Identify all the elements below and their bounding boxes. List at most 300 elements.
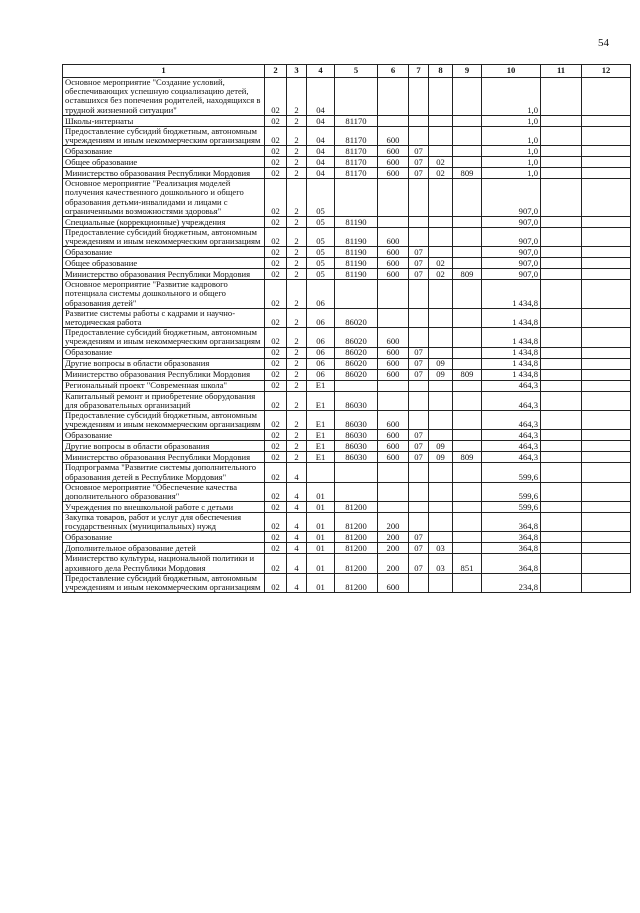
col12-cell: [582, 502, 631, 513]
gp-cell: 02: [265, 146, 287, 157]
column-header: 3: [287, 65, 307, 78]
sp-cell: 2: [287, 430, 307, 441]
col11-cell: [541, 227, 582, 246]
table-row: [63, 573, 631, 592]
grbs-cell: [453, 532, 482, 543]
om-cell: 01: [307, 554, 335, 573]
grbs-cell: [453, 179, 482, 217]
table-row: [63, 380, 631, 391]
subsection-cell: [429, 146, 453, 157]
name-cell: Основное мероприятие "Обеспечение качества дополнительного образования": [63, 482, 265, 501]
name-cell: Министерство образования Республики Мордовия: [63, 452, 265, 463]
col12-cell: [582, 532, 631, 543]
col12-cell: [582, 513, 631, 532]
amount-cell: 599,6: [482, 463, 541, 482]
name-cell: Предоставление субсидий бюджетным, автономным учреждениям и иным некоммерческим организациям: [63, 227, 265, 246]
section-cell: [409, 482, 429, 501]
om-cell: E1: [307, 380, 335, 391]
subsection-cell: [429, 115, 453, 126]
sp-cell: 2: [287, 115, 307, 126]
table-row: [63, 157, 631, 168]
col11-cell: [541, 463, 582, 482]
col11-cell: [541, 452, 582, 463]
section-cell: [409, 513, 429, 532]
target-cell: 86030: [335, 441, 378, 452]
column-header: 10: [482, 65, 541, 78]
col12-cell: [582, 247, 631, 258]
vr-cell: 600: [378, 157, 409, 168]
om-cell: 04: [307, 115, 335, 126]
subsection-cell: 02: [429, 269, 453, 280]
amount-cell: 364,8: [482, 554, 541, 573]
amount-cell: 599,6: [482, 482, 541, 501]
table-row: [63, 391, 631, 410]
amount-cell: 464,3: [482, 380, 541, 391]
target-cell: 86030: [335, 430, 378, 441]
om-cell: 05: [307, 216, 335, 227]
column-header: 4: [307, 65, 335, 78]
section-cell: [409, 126, 429, 145]
grbs-cell: [453, 126, 482, 145]
target-cell: 81170: [335, 157, 378, 168]
target-cell: 81200: [335, 502, 378, 513]
col11-cell: [541, 78, 582, 116]
col12-cell: [582, 258, 631, 269]
grbs-cell: [453, 78, 482, 116]
section-cell: 07: [409, 157, 429, 168]
sp-cell: 2: [287, 441, 307, 452]
col12-cell: [582, 280, 631, 309]
om-cell: E1: [307, 391, 335, 410]
om-cell: [307, 463, 335, 482]
col12-cell: [582, 308, 631, 327]
gp-cell: 02: [265, 573, 287, 592]
section-cell: [409, 78, 429, 116]
name-cell: Предоставление субсидий бюджетным, автономным учреждениям и иным некоммерческим организациям: [63, 573, 265, 592]
table-row: [63, 482, 631, 501]
table-row: [63, 168, 631, 179]
col11-cell: [541, 168, 582, 179]
gp-cell: 02: [265, 369, 287, 380]
subsection-cell: [429, 280, 453, 309]
target-cell: 81190: [335, 227, 378, 246]
table-row: [63, 126, 631, 145]
col12-cell: [582, 157, 631, 168]
col11-cell: [541, 482, 582, 501]
target-cell: 81190: [335, 247, 378, 258]
gp-cell: 02: [265, 168, 287, 179]
name-cell: Предоставление субсидий бюджетным, автономным учреждениям и иным некоммерческим организациям: [63, 410, 265, 429]
grbs-cell: [453, 543, 482, 554]
amount-cell: 1,0: [482, 115, 541, 126]
subsection-cell: 09: [429, 441, 453, 452]
budget-table: [62, 64, 631, 593]
amount-cell: 464,3: [482, 430, 541, 441]
gp-cell: 02: [265, 482, 287, 501]
om-cell: 05: [307, 247, 335, 258]
column-header: 2: [265, 65, 287, 78]
grbs-cell: [453, 391, 482, 410]
subsection-cell: [429, 410, 453, 429]
grbs-cell: [453, 115, 482, 126]
column-header: 8: [429, 65, 453, 78]
amount-cell: 234,8: [482, 573, 541, 592]
grbs-cell: 851: [453, 554, 482, 573]
col11-cell: [541, 410, 582, 429]
gp-cell: 02: [265, 452, 287, 463]
col12-cell: [582, 78, 631, 116]
col12-cell: [582, 441, 631, 452]
om-cell: 01: [307, 532, 335, 543]
column-header: 11: [541, 65, 582, 78]
name-cell: Дополнительное образование детей: [63, 543, 265, 554]
vr-cell: 600: [378, 573, 409, 592]
target-cell: 86020: [335, 358, 378, 369]
col12-cell: [582, 168, 631, 179]
table-row: [63, 463, 631, 482]
col12-cell: [582, 554, 631, 573]
table-row: [63, 369, 631, 380]
om-cell: 04: [307, 157, 335, 168]
col12-cell: [582, 410, 631, 429]
sp-cell: 4: [287, 554, 307, 573]
table-row: [63, 280, 631, 309]
subsection-cell: 03: [429, 554, 453, 573]
sp-cell: 4: [287, 532, 307, 543]
vr-cell: 200: [378, 543, 409, 554]
col11-cell: [541, 391, 582, 410]
om-cell: 04: [307, 126, 335, 145]
gp-cell: 02: [265, 532, 287, 543]
gp-cell: 02: [265, 441, 287, 452]
table-row: [63, 216, 631, 227]
grbs-cell: 809: [453, 452, 482, 463]
target-cell: 86030: [335, 410, 378, 429]
sp-cell: 2: [287, 269, 307, 280]
grbs-cell: [453, 347, 482, 358]
col12-cell: [582, 216, 631, 227]
sp-cell: 2: [287, 126, 307, 145]
target-cell: 81190: [335, 258, 378, 269]
name-cell: Основное мероприятие "Создание условий, обеспечивающих успешную социализацию детей, оставшихся без попечения родителей, находящихся в трудной жизненной ситуации": [63, 78, 265, 116]
target-cell: 81170: [335, 168, 378, 179]
table-row: [63, 269, 631, 280]
table-row: [63, 358, 631, 369]
section-cell: [409, 280, 429, 309]
section-cell: [409, 391, 429, 410]
col11-cell: [541, 532, 582, 543]
column-header: 12: [582, 65, 631, 78]
section-cell: 07: [409, 358, 429, 369]
grbs-cell: [453, 358, 482, 369]
col12-cell: [582, 227, 631, 246]
amount-cell: 1,0: [482, 157, 541, 168]
name-cell: Специальные (коррекционные) учреждения: [63, 216, 265, 227]
amount-cell: 1,0: [482, 168, 541, 179]
col12-cell: [582, 146, 631, 157]
name-cell: Образование: [63, 247, 265, 258]
grbs-cell: [453, 463, 482, 482]
om-cell: 04: [307, 168, 335, 179]
target-cell: 81200: [335, 554, 378, 573]
target-cell: 81200: [335, 573, 378, 592]
subsection-cell: [429, 482, 453, 501]
subsection-cell: 02: [429, 258, 453, 269]
target-cell: 86020: [335, 308, 378, 327]
table-header-row: [63, 65, 631, 78]
grbs-cell: [453, 157, 482, 168]
target-cell: 81200: [335, 543, 378, 554]
subsection-cell: [429, 78, 453, 116]
gp-cell: 02: [265, 513, 287, 532]
sp-cell: 4: [287, 502, 307, 513]
col11-cell: [541, 258, 582, 269]
section-cell: 07: [409, 543, 429, 554]
section-cell: [409, 179, 429, 217]
section-cell: 07: [409, 146, 429, 157]
sp-cell: 2: [287, 78, 307, 116]
sp-cell: 2: [287, 227, 307, 246]
col11-cell: [541, 441, 582, 452]
table-row: [63, 543, 631, 554]
om-cell: 06: [307, 358, 335, 369]
name-cell: Министерство образования Республики Мордовия: [63, 269, 265, 280]
target-cell: 86030: [335, 391, 378, 410]
target-cell: [335, 463, 378, 482]
target-cell: [335, 179, 378, 217]
om-cell: 01: [307, 482, 335, 501]
sp-cell: 4: [287, 482, 307, 501]
col11-cell: [541, 179, 582, 217]
gp-cell: 02: [265, 269, 287, 280]
table-row: [63, 308, 631, 327]
col12-cell: [582, 115, 631, 126]
om-cell: 05: [307, 227, 335, 246]
col11-cell: [541, 308, 582, 327]
col11-cell: [541, 554, 582, 573]
om-cell: 01: [307, 513, 335, 532]
vr-cell: [378, 115, 409, 126]
amount-cell: 364,8: [482, 543, 541, 554]
section-cell: 07: [409, 269, 429, 280]
subsection-cell: [429, 391, 453, 410]
om-cell: 05: [307, 179, 335, 217]
table-row: [63, 146, 631, 157]
section-cell: [409, 410, 429, 429]
subsection-cell: [429, 227, 453, 246]
grbs-cell: 809: [453, 168, 482, 179]
target-cell: 81200: [335, 532, 378, 543]
gp-cell: 02: [265, 430, 287, 441]
col11-cell: [541, 543, 582, 554]
amount-cell: 907,0: [482, 247, 541, 258]
amount-cell: 907,0: [482, 179, 541, 217]
section-cell: [409, 308, 429, 327]
vr-cell: 600: [378, 258, 409, 269]
amount-cell: 1 434,8: [482, 358, 541, 369]
grbs-cell: [453, 380, 482, 391]
om-cell: 06: [307, 308, 335, 327]
vr-cell: 600: [378, 347, 409, 358]
section-cell: 07: [409, 532, 429, 543]
om-cell: E1: [307, 410, 335, 429]
col12-cell: [582, 269, 631, 280]
gp-cell: 02: [265, 126, 287, 145]
vr-cell: [378, 78, 409, 116]
amount-cell: 1,0: [482, 126, 541, 145]
grbs-cell: [453, 410, 482, 429]
vr-cell: [378, 216, 409, 227]
grbs-cell: [453, 308, 482, 327]
table-row: [63, 328, 631, 347]
om-cell: 06: [307, 369, 335, 380]
amount-cell: 364,8: [482, 532, 541, 543]
col12-cell: [582, 543, 631, 554]
vr-cell: 600: [378, 247, 409, 258]
col11-cell: [541, 369, 582, 380]
col11-cell: [541, 430, 582, 441]
sp-cell: 2: [287, 347, 307, 358]
grbs-cell: [453, 502, 482, 513]
name-cell: Развитие системы работы с кадрами и научно-методическая работа: [63, 308, 265, 327]
section-cell: 07: [409, 369, 429, 380]
gp-cell: 02: [265, 216, 287, 227]
sp-cell: 4: [287, 463, 307, 482]
name-cell: Предоставление субсидий бюджетным, автономным учреждениям и иным некоммерческим организациям: [63, 126, 265, 145]
vr-cell: [378, 482, 409, 501]
name-cell: Капитальный ремонт и приобретение оборудования для образовательных организаций: [63, 391, 265, 410]
om-cell: 04: [307, 78, 335, 116]
col12-cell: [582, 463, 631, 482]
section-cell: [409, 502, 429, 513]
name-cell: Другие вопросы в области образования: [63, 358, 265, 369]
grbs-cell: [453, 247, 482, 258]
section-cell: [409, 216, 429, 227]
subsection-cell: [429, 380, 453, 391]
target-cell: [335, 482, 378, 501]
amount-cell: 464,3: [482, 441, 541, 452]
om-cell: 06: [307, 280, 335, 309]
vr-cell: 600: [378, 328, 409, 347]
vr-cell: [378, 391, 409, 410]
target-cell: [335, 380, 378, 391]
grbs-cell: [453, 258, 482, 269]
col11-cell: [541, 269, 582, 280]
amount-cell: 907,0: [482, 269, 541, 280]
subsection-cell: 02: [429, 168, 453, 179]
subsection-cell: [429, 216, 453, 227]
amount-cell: 1 434,8: [482, 328, 541, 347]
sp-cell: 2: [287, 358, 307, 369]
column-header: 9: [453, 65, 482, 78]
section-cell: 07: [409, 258, 429, 269]
subsection-cell: [429, 328, 453, 347]
table-row: [63, 513, 631, 532]
vr-cell: 600: [378, 126, 409, 145]
target-cell: [335, 280, 378, 309]
amount-cell: 907,0: [482, 216, 541, 227]
gp-cell: 02: [265, 280, 287, 309]
col11-cell: [541, 247, 582, 258]
subsection-cell: [429, 502, 453, 513]
col12-cell: [582, 126, 631, 145]
name-cell: Школы-интернаты: [63, 115, 265, 126]
col11-cell: [541, 216, 582, 227]
om-cell: 01: [307, 573, 335, 592]
vr-cell: 600: [378, 358, 409, 369]
vr-cell: 600: [378, 430, 409, 441]
target-cell: 81170: [335, 146, 378, 157]
name-cell: Основное мероприятие "Развитие кадрового потенциала системы дошкольного и общего образования детей": [63, 280, 265, 309]
grbs-cell: [453, 441, 482, 452]
gp-cell: 02: [265, 308, 287, 327]
name-cell: Учреждения по внешкольной работе с детьми: [63, 502, 265, 513]
grbs-cell: 809: [453, 369, 482, 380]
name-cell: Образование: [63, 347, 265, 358]
amount-cell: 1 434,8: [482, 308, 541, 327]
col11-cell: [541, 380, 582, 391]
amount-cell: 1 434,8: [482, 347, 541, 358]
target-cell: 86030: [335, 452, 378, 463]
section-cell: [409, 227, 429, 246]
subsection-cell: [429, 513, 453, 532]
gp-cell: 02: [265, 247, 287, 258]
table-row: [63, 532, 631, 543]
target-cell: 86020: [335, 328, 378, 347]
sp-cell: 4: [287, 573, 307, 592]
table-row: [63, 347, 631, 358]
sp-cell: 2: [287, 146, 307, 157]
col11-cell: [541, 347, 582, 358]
section-cell: [409, 115, 429, 126]
col11-cell: [541, 146, 582, 157]
sp-cell: 2: [287, 369, 307, 380]
grbs-cell: [453, 216, 482, 227]
om-cell: 05: [307, 258, 335, 269]
om-cell: E1: [307, 452, 335, 463]
om-cell: E1: [307, 430, 335, 441]
table-row: [63, 247, 631, 258]
subsection-cell: [429, 347, 453, 358]
amount-cell: 464,3: [482, 410, 541, 429]
gp-cell: 02: [265, 115, 287, 126]
col11-cell: [541, 126, 582, 145]
gp-cell: 02: [265, 463, 287, 482]
sp-cell: 2: [287, 452, 307, 463]
amount-cell: 1 434,8: [482, 280, 541, 309]
amount-cell: 907,0: [482, 258, 541, 269]
col12-cell: [582, 452, 631, 463]
gp-cell: 02: [265, 410, 287, 429]
section-cell: 07: [409, 441, 429, 452]
sp-cell: 4: [287, 543, 307, 554]
name-cell: Образование: [63, 146, 265, 157]
amount-cell: 464,3: [482, 391, 541, 410]
target-cell: 86020: [335, 347, 378, 358]
subsection-cell: [429, 179, 453, 217]
vr-cell: 600: [378, 441, 409, 452]
vr-cell: 200: [378, 554, 409, 573]
name-cell: Общее образование: [63, 157, 265, 168]
column-header: 7: [409, 65, 429, 78]
section-cell: [409, 380, 429, 391]
table-row: [63, 227, 631, 246]
name-cell: Другие вопросы в области образования: [63, 441, 265, 452]
vr-cell: 600: [378, 410, 409, 429]
table-row: [63, 179, 631, 217]
table-row: [63, 554, 631, 573]
amount-cell: 599,6: [482, 502, 541, 513]
